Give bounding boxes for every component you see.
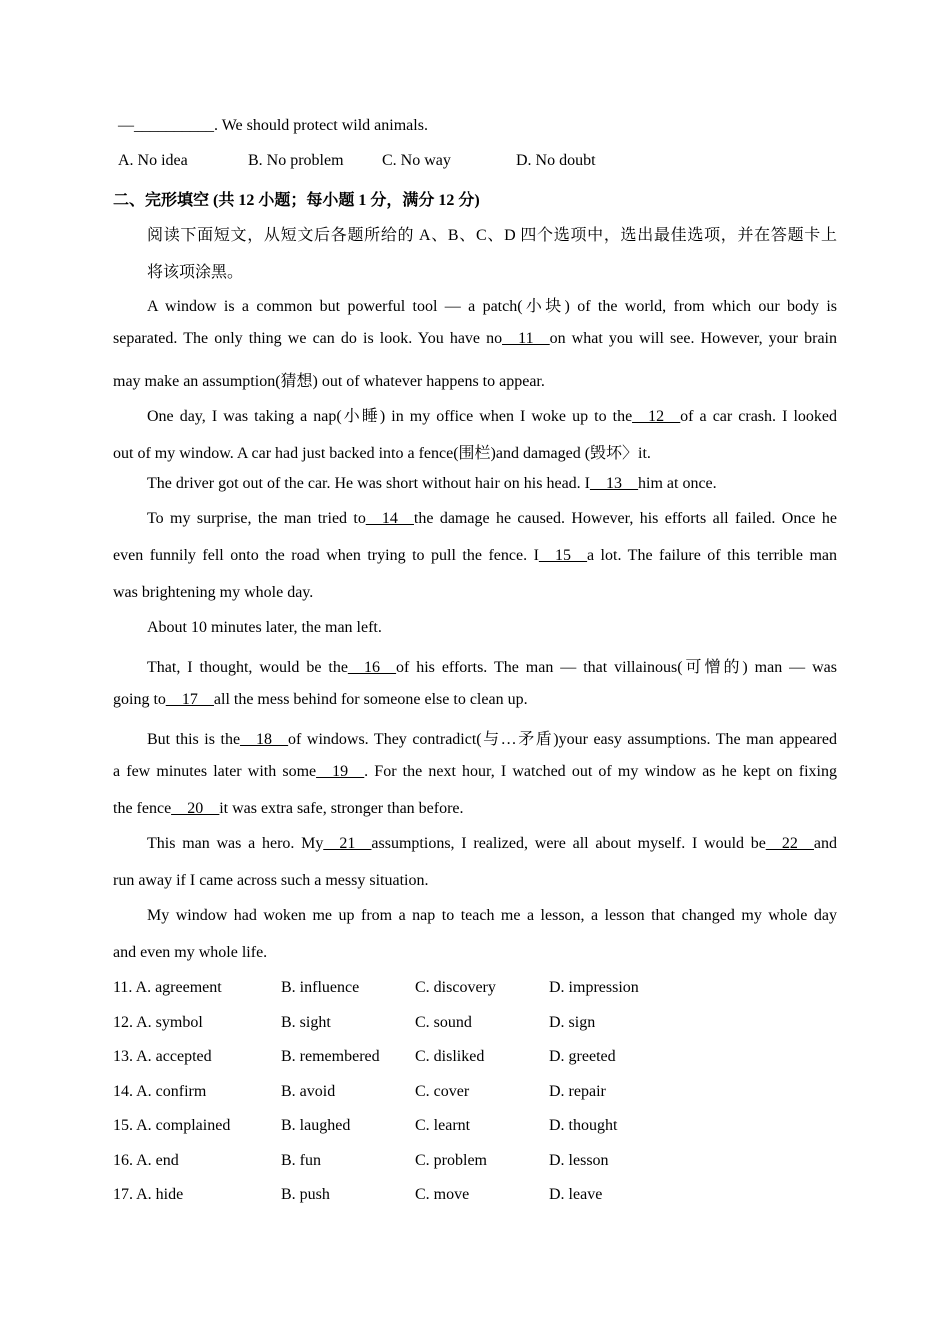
option-d: D. greeted <box>549 1048 616 1065</box>
text-span: him at once. <box>638 475 717 492</box>
q10-dash: — <box>118 117 134 134</box>
q10-option-d: D. No doubt <box>516 152 596 169</box>
option-b: B. push <box>281 1186 330 1203</box>
passage-p8-line2: run away if I came across such a messy situation. <box>113 872 429 889</box>
passage-p2-line2: out of my window. A car had just backed into a fence(围栏)and damaged (毁坏〉it. <box>113 445 651 462</box>
text-span: of windows. They contradict(与…矛盾)your easy assumptions. The man appeared <box>288 731 837 748</box>
text-span: a few minutes later with some <box>113 763 317 780</box>
blank-20: __20__ <box>171 800 220 817</box>
q10-stem <box>118 117 428 135</box>
text-span: all the mess behind for someone else to clean up. <box>213 691 528 708</box>
option-c: C. discovery <box>415 979 496 996</box>
blank-22: __22__ <box>765 835 814 852</box>
option-a: 12. A. symbol <box>113 1014 203 1031</box>
text-span: separated. The only thing we can do is look. You have no <box>113 330 503 347</box>
passage-p1-line2 <box>113 330 837 348</box>
text-span: of a car crash. I looked <box>680 408 837 425</box>
text-span: . For the next hour, I watched out of my window as he kept on fixing <box>364 763 838 780</box>
text-span: of his efforts. The man — that villainous(可憎的) man — was <box>395 659 838 676</box>
text-span: One day, I was taking a nap(小睡) in my office when I woke up to the <box>147 408 633 425</box>
blank-14: __14__ <box>365 510 414 527</box>
option-d: D. repair <box>549 1083 606 1100</box>
option-d: D. sign <box>549 1014 596 1031</box>
passage-p9-line1: My window had woken me up from a nap to teach me a lesson, a lesson that changed my whole day <box>147 907 837 924</box>
q10-text: . We should protect wild animals. <box>214 117 428 134</box>
passage-p9-line2: and even my whole life. <box>113 944 268 961</box>
option-a: 11. A. agreement <box>113 979 222 996</box>
blank-11: __11__ <box>502 330 550 347</box>
option-d: D. thought <box>549 1117 618 1134</box>
text-span: and <box>813 835 838 852</box>
blank-15: __15__ <box>538 547 587 564</box>
text-span: To my surprise, the man tried to <box>147 510 366 527</box>
option-b: B. remembered <box>281 1048 380 1065</box>
option-c: C. disliked <box>415 1048 485 1065</box>
text-span: going to <box>113 691 166 708</box>
text-span: The driver got out of the car. He was short without hair on his head. I <box>147 475 590 492</box>
blank-19: __19__ <box>316 763 365 780</box>
passage-p6-line1 <box>147 654 837 677</box>
section-instruction-line1 <box>147 222 837 245</box>
option-b: B. influence <box>281 979 360 996</box>
option-a: 16. A. end <box>113 1152 179 1169</box>
option-a: 15. A. complained <box>113 1117 231 1134</box>
text-span: the damage he caused. However, his efforts all failed. Once he <box>413 510 838 527</box>
option-c: C. problem <box>415 1152 487 1169</box>
q10-blank: __________ <box>134 117 214 134</box>
option-b: B. avoid <box>281 1083 336 1100</box>
blank-13: __13__ <box>590 475 638 492</box>
option-d: D. impression <box>549 979 639 996</box>
blank-16: __16__ <box>347 659 396 676</box>
passage-p4-line2 <box>113 547 837 565</box>
option-c: C. cover <box>415 1083 470 1100</box>
option-c: C. sound <box>415 1014 472 1031</box>
text-span: a lot. The failure of this terrible man <box>586 547 838 564</box>
text-span: But this is the <box>147 731 241 748</box>
blank-12: __12__ <box>632 408 681 425</box>
passage-p7-line1 <box>147 726 837 749</box>
text-span: That, I thought, would be the <box>147 659 348 676</box>
option-c: C. learnt <box>415 1117 471 1134</box>
passage-p6-line2 <box>113 691 837 709</box>
passage-p1-line3: may make an assumption(猜想) out of whatever happens to appear. <box>113 373 545 390</box>
option-a: 17. A. hide <box>113 1186 184 1203</box>
section-heading: 二、完形填空 (共 12 小题；每小题 1 分，满分 12 分) <box>113 192 480 209</box>
option-d: D. leave <box>549 1186 603 1203</box>
text-span: This man was a hero. My <box>147 835 324 852</box>
passage-p7-line2 <box>113 763 837 781</box>
passage-p1-line1: A window is a common but powerful tool — a patch(小块) of the world, from which our body is <box>147 298 837 315</box>
q10-option-c: C. No way <box>382 152 451 169</box>
passage-p4-line1 <box>147 510 837 528</box>
option-d: D. lesson <box>549 1152 609 1169</box>
option-b: B. sight <box>281 1014 331 1031</box>
passage-p5: About 10 minutes later, the man left. <box>147 619 382 636</box>
text-span: assumptions, I realized, were all about myself. I would be <box>371 835 766 852</box>
blank-18: __18__ <box>240 731 289 748</box>
blank-21: __21__ <box>323 835 372 852</box>
q10-option-b: B. No problem <box>248 152 344 169</box>
text-span: the fence <box>113 800 172 817</box>
option-c: C. move <box>415 1186 470 1203</box>
passage-p3 <box>147 475 837 493</box>
text-span: even funnily fell onto the road when trying to pull the fence. I <box>113 547 539 564</box>
text-span: it was extra safe, stronger than before. <box>219 800 464 817</box>
option-a: 13. A. accepted <box>113 1048 212 1065</box>
option-b: B. fun <box>281 1152 321 1169</box>
option-b: B. laughed <box>281 1117 351 1134</box>
instruction-text-1: 阅读下面短文，从短文后各题所给的 A、B、C、D 四个选项中，选出最佳选项，并在答题卡上 <box>147 227 837 244</box>
passage-p8-line1 <box>147 835 837 853</box>
option-a: 14. A. confirm <box>113 1083 207 1100</box>
blank-17: __17__ <box>165 691 214 708</box>
passage-p2-line1 <box>147 403 837 426</box>
q10-option-a: A. No idea <box>118 152 188 169</box>
section-instruction-line2: 将该项涂黑。 <box>147 264 244 281</box>
text-span: on what you will see. However, your brain <box>549 330 838 347</box>
passage-p4-line3: was brightening my whole day. <box>113 584 314 601</box>
passage-p7-line3 <box>113 800 837 818</box>
